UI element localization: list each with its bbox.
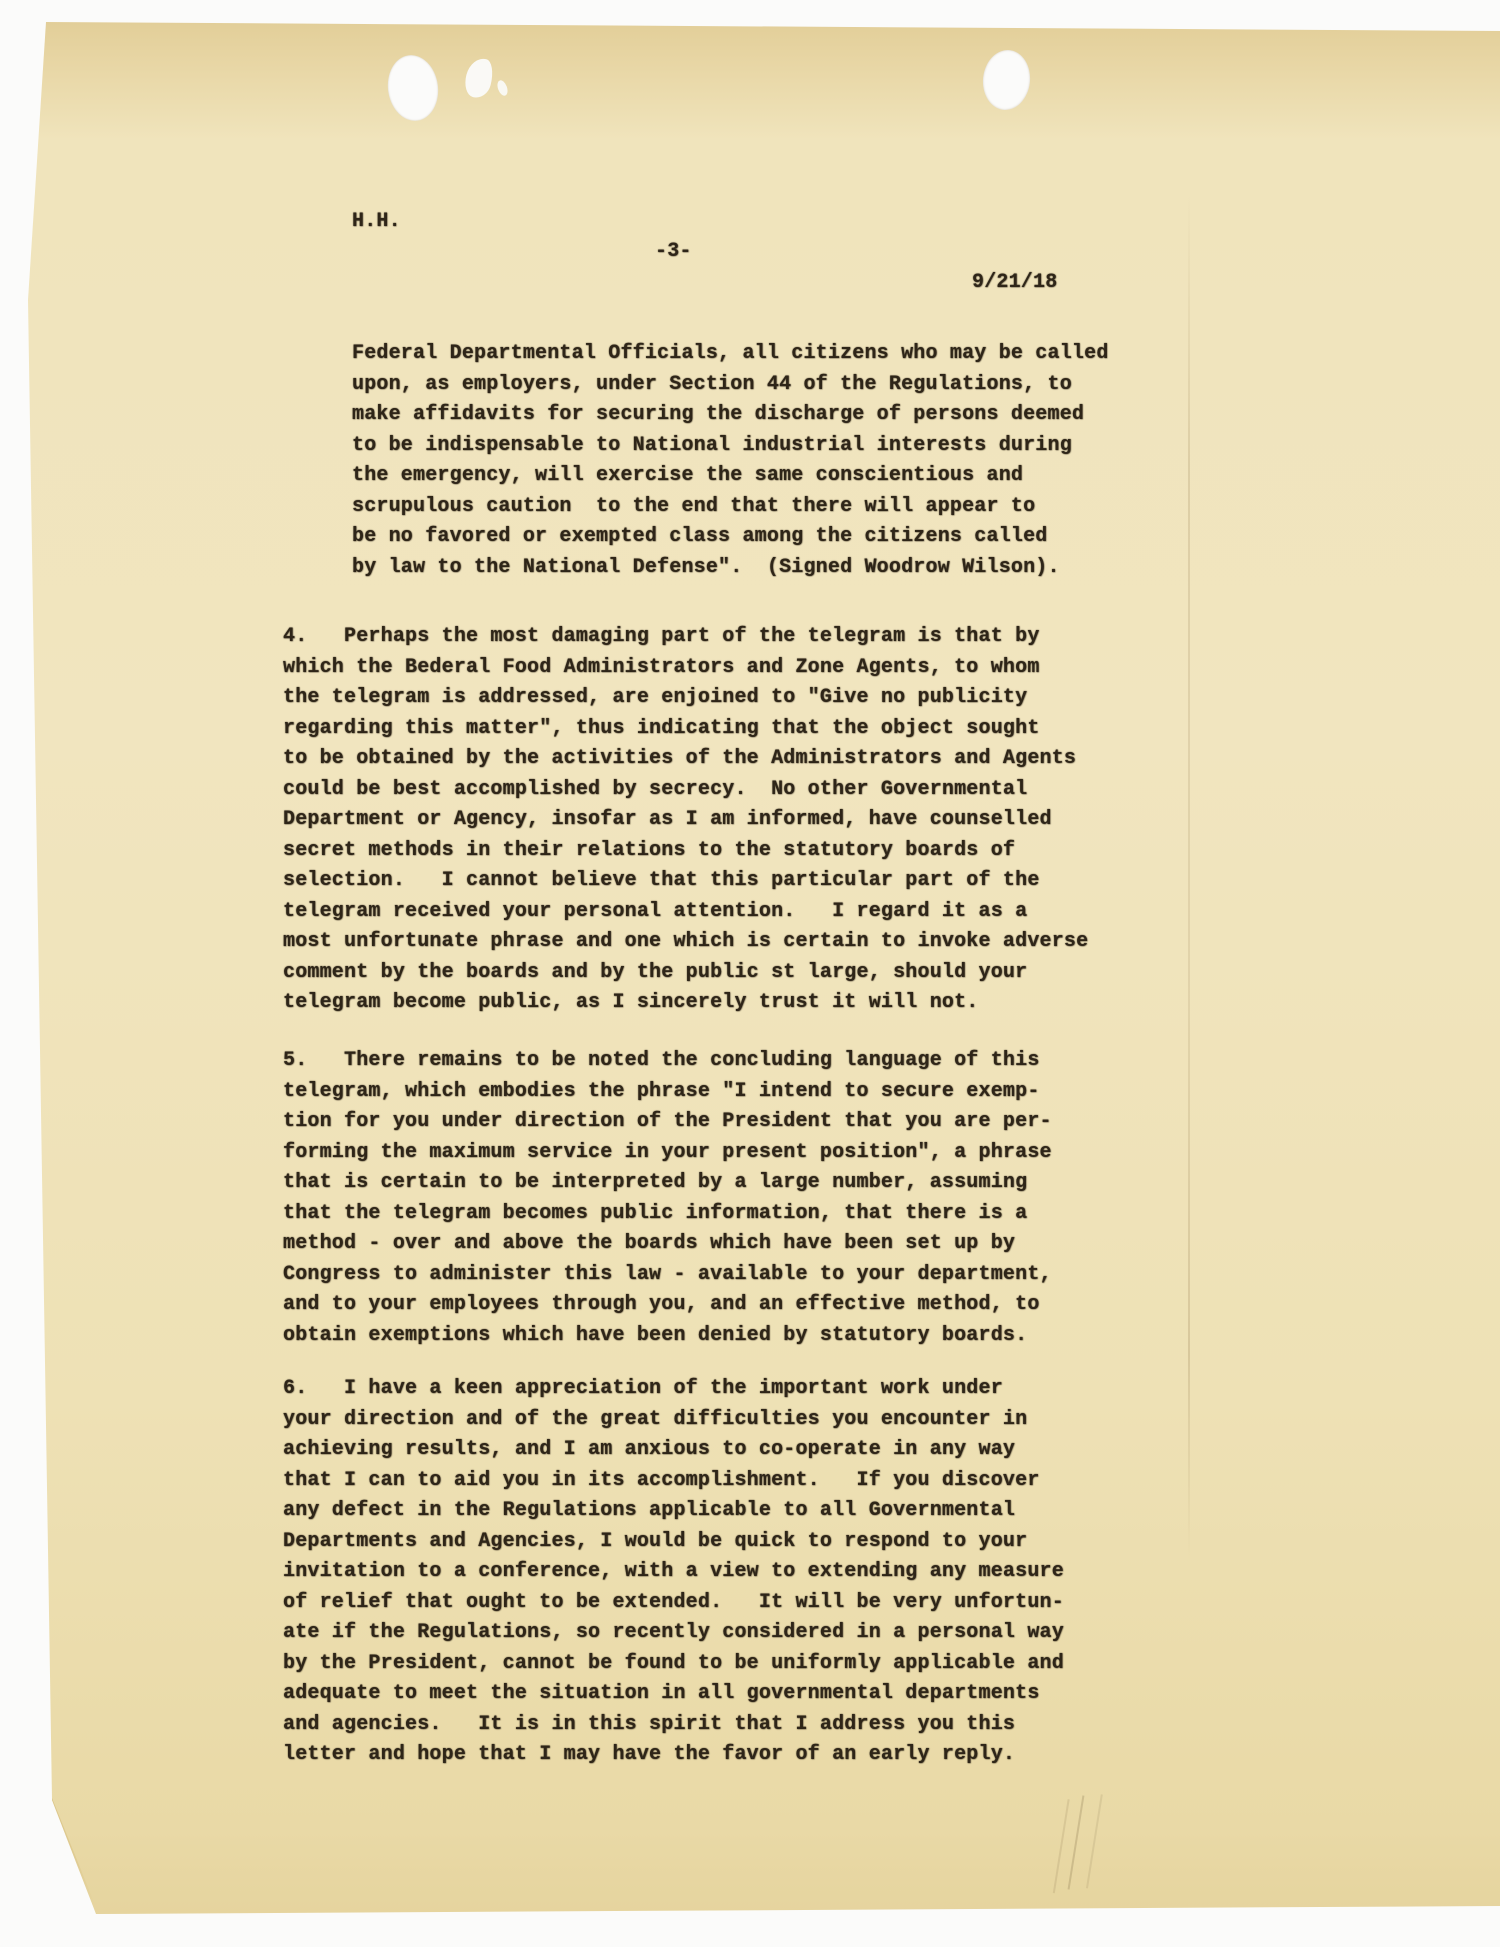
text-line: telegram received your personal attention. I regard it as a — [283, 899, 1028, 923]
text-line: invitation to a conference, with a view to extending any measure — [283, 1560, 1064, 1583]
text-line: be no favored or exempted class among the citizens called — [352, 525, 1048, 548]
text-line: and to your employees through you, and an effective method, to — [283, 1293, 1040, 1316]
text-line: to be obtained by the activities of the Administrators and Agents — [283, 747, 1077, 770]
text-line: any defect in the Regulations applicable to all Governmental — [283, 1499, 1016, 1522]
quoted-passage — [352, 339, 1109, 583]
paragraph-4 — [283, 622, 1088, 1019]
text-line: achieving results, and I am anxious to co-operate in any way — [283, 1438, 1016, 1461]
text-line: by the President, cannot be found to be uniformly applicable and — [283, 1651, 1064, 1675]
text-line: that the telegram becomes public information, that there is a — [283, 1201, 1028, 1225]
text-line: upon, as employers, under Section 44 of the Regulations, to — [352, 372, 1072, 396]
text-line: selection. I cannot believe that this particular part of the — [283, 869, 1040, 892]
text-line: 4. Perhaps the most damaging part of the telegram is that by — [283, 625, 1040, 648]
text-line: 6. I have a keen appreciation of the important work under — [283, 1377, 1003, 1400]
text-line: scrupulous caution to the end that there will appear to — [352, 494, 1036, 518]
text-line: most unfortunate phrase and one which is certain to invoke adverse — [283, 930, 1089, 953]
page-header — [0, 176, 1500, 294]
text-line: regarding this matter", thus indicating that the object sought — [283, 716, 1040, 740]
text-line: Federal Departmental Officials, all citizens who may be called — [352, 342, 1109, 365]
page-number: -3- — [655, 240, 692, 263]
text-line: could be best accomplished by secrecy. No other Governmental — [283, 777, 1028, 801]
text-line: comment by the boards and by the public st large, should your — [283, 960, 1028, 984]
text-line: obtain exemptions which have been denied by statutory boards. — [283, 1323, 1028, 1347]
paper-scratch-marks — [1068, 1795, 1085, 1889]
page-date: 9/21/18 — [972, 270, 1058, 294]
text-line: method - over and above the boards which have been set up by — [283, 1232, 1016, 1255]
text-line: to be indispensable to National industrial interests during — [352, 433, 1072, 457]
paper-corner-fold — [40, 1790, 110, 1914]
text-line: the telegram is addressed, are enjoined to "Give no publicity — [283, 686, 1028, 709]
text-line: and agencies. It is in this spirit that I address you this — [283, 1712, 1016, 1736]
text-line: telegram, which embodies the phrase "I intend to secure exemp- — [283, 1079, 1040, 1103]
text-line: letter and hope that I may have the favor of an early reply. — [283, 1743, 1016, 1766]
text-line: tion for you under direction of the President that you are per- — [283, 1110, 1052, 1133]
text-line: that is certain to be interpreted by a large number, assuming — [283, 1171, 1028, 1194]
paragraph-6 — [283, 1374, 1064, 1771]
paper-crease — [1188, 190, 1190, 1560]
text-line: of relief that ought to be extended. It will be very unfortun- — [283, 1590, 1064, 1614]
text-line: ate if the Regulations, so recently considered in a personal way — [283, 1621, 1064, 1644]
text-line: by law to the National Defense". (Signed Woodrow Wilson). — [352, 555, 1060, 579]
paragraph-5 — [283, 1046, 1052, 1351]
text-line: which the Bederal Food Administrators and Zone Agents, to whom — [283, 655, 1040, 679]
author-initials: H.H. — [352, 209, 401, 233]
text-line: the emergency, will exercise the same conscientious and — [352, 464, 1024, 487]
text-line: 5. There remains to be noted the concluding language of this — [283, 1049, 1040, 1072]
text-line: Department or Agency, insofar as I am informed, have counselled — [283, 808, 1052, 831]
text-line: secret methods in their relations to the statutory boards of — [283, 838, 1016, 862]
text-line: Congress to administer this law - available to your department, — [283, 1262, 1052, 1286]
text-line: make affidavits for securing the discharge of persons deemed — [352, 403, 1085, 426]
text-line: forming the maximum service in your present position", a phrase — [283, 1140, 1052, 1164]
text-line: adequate to meet the situation in all governmental departments — [283, 1682, 1040, 1705]
text-line: telegram become public, as I sincerely trust it will not. — [283, 991, 979, 1014]
text-line: your direction and of the great difficulties you encounter in — [283, 1407, 1028, 1431]
text-line: Departments and Agencies, I would be quick to respond to your — [283, 1529, 1028, 1553]
text-line: that I can to aid you in its accomplishment. If you discover — [283, 1468, 1040, 1492]
